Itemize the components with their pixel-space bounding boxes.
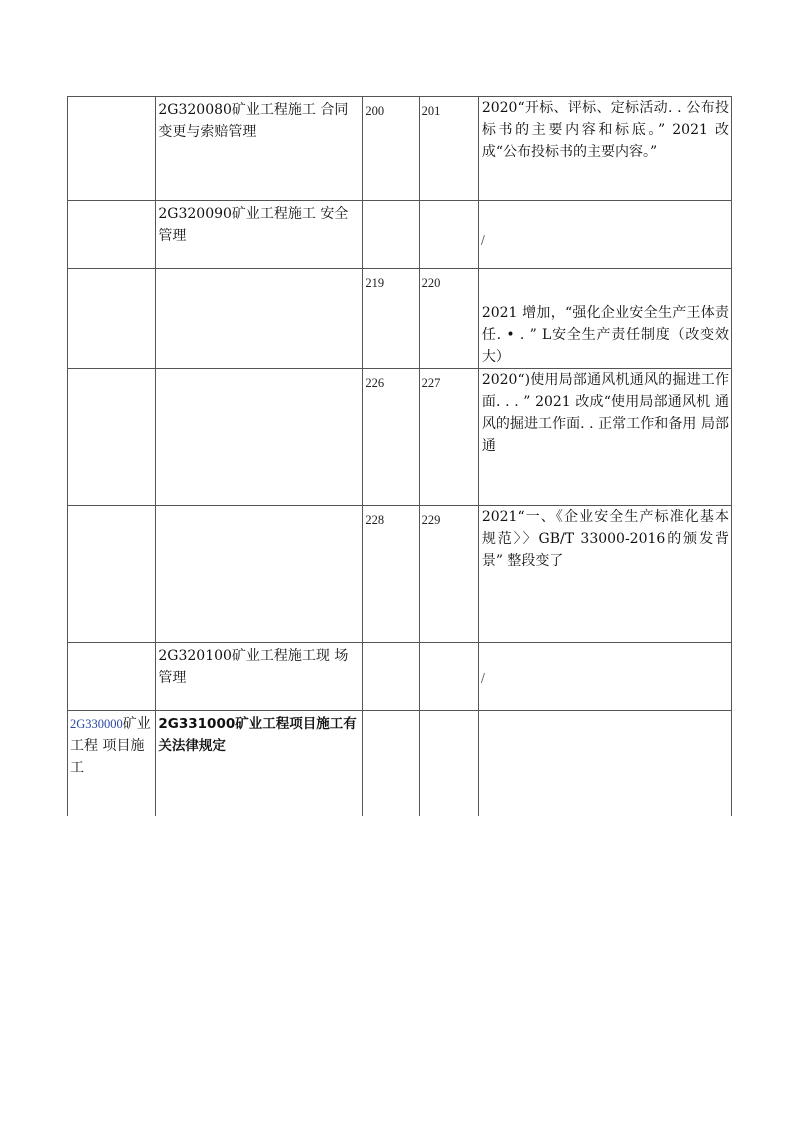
page-from-cell: 200 (363, 97, 419, 201)
section-cell (68, 506, 156, 643)
page-from-cell (363, 201, 419, 269)
section-cell (68, 201, 156, 269)
section-cell (68, 643, 156, 711)
change-note-cell (478, 711, 731, 816)
change-note-cell: 2020“)使用局部通风机通风的掘进工作面. . . ” 2021 改成“使用局部通风机 通风的掘进工作面. . 正常工作和备用 局部通 (478, 369, 731, 506)
topic-cell (156, 369, 363, 506)
section-code: 2G330000 (70, 717, 123, 731)
section-cell (68, 97, 156, 201)
table-row (68, 506, 732, 643)
topic-cell: 2G320100矿业工程施工现 场管理 (156, 643, 363, 711)
section-title: 矿业工程 项目施工 (70, 716, 151, 776)
change-note-cell: 2021 增加，“强化企业安全生产王体责 任. • . ” L安全生产责任制度（改变效 大） (478, 269, 731, 369)
change-note-cell: / (478, 643, 731, 711)
section-cell (68, 369, 156, 506)
topic-cell: 2G331000矿业工程项目施工有关法律规定 (156, 711, 363, 816)
change-note-cell: 2021“一、《企业安全生产标准化基本 规范〉〉GB/T 33000-2016的颁发背景” 整段变了 (478, 506, 731, 643)
topic-cell (156, 506, 363, 643)
change-note-cell: / (478, 201, 731, 269)
page-to-cell: 201 (419, 97, 478, 201)
topic-cell (156, 269, 363, 369)
page-to-cell (419, 711, 478, 816)
section-cell (68, 269, 156, 369)
page-from-cell: 219 (363, 269, 419, 369)
page-from-cell (363, 711, 419, 816)
change-comparison-table (67, 96, 732, 816)
table-row (68, 97, 732, 201)
topic-cell: 2G320080矿业工程施工 合同变更与索赔管理 (156, 97, 363, 201)
table-row (68, 369, 732, 506)
page-to-cell: 227 (419, 369, 478, 506)
page-from-cell: 228 (363, 506, 419, 643)
section-cell (68, 711, 156, 816)
page-to-cell: 229 (419, 506, 478, 643)
page-from-cell (363, 643, 419, 711)
topic-cell: 2G320090矿业工程施工 安全管理 (156, 201, 363, 269)
table-row (68, 711, 732, 816)
page-to-cell: 220 (419, 269, 478, 369)
page-to-cell (419, 201, 478, 269)
page-from-cell: 226 (363, 369, 419, 506)
change-note-cell: 2020“开标、评标、定标活动. . 公布投 标书的主要内容和标底。” 2021 改成“公布投标书的主要内容。” (478, 97, 731, 201)
table-row (68, 643, 732, 711)
table-row (68, 269, 732, 369)
page-to-cell (419, 643, 478, 711)
table-row (68, 201, 732, 269)
